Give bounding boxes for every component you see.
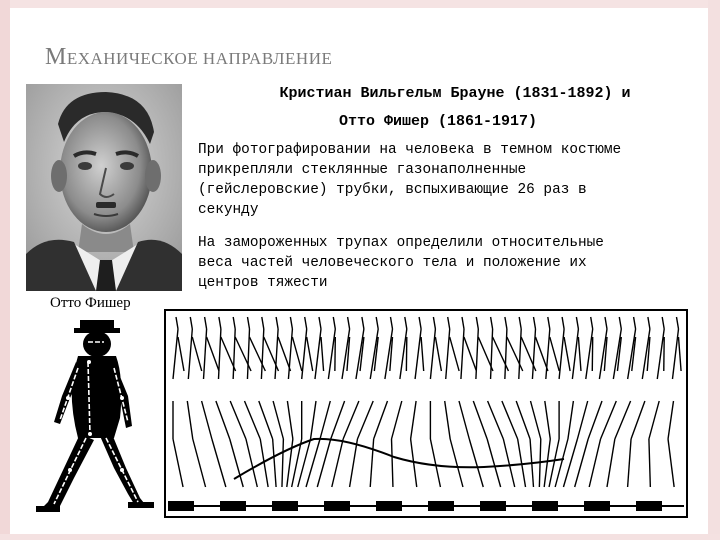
paragraph-line: При фотографировании на человека в темном костюме: [198, 142, 622, 158]
slide-title: [45, 44, 332, 71]
slide-frame-left: [0, 0, 10, 540]
paragraph-line: центров тяжести: [198, 275, 328, 291]
gait-chronophotograph: [164, 309, 688, 518]
heading-line-1: Кристиан Вильгельм Брауне (1831-1892) и: [279, 85, 631, 102]
portrait-caption: Отто Фишер: [50, 295, 131, 311]
slide-frame-bottom: [0, 534, 720, 540]
title-first-letter: М: [45, 44, 67, 70]
walking-man-silhouette: [28, 318, 162, 523]
slide-frame-right: [708, 0, 720, 540]
paragraph-line: (гейслеровские) трубки, вспыхивающие 26 раз в: [198, 182, 587, 198]
heading-line-2: Отто Фишер (1861-1917): [338, 113, 538, 130]
paragraph-line: секунду: [198, 202, 259, 218]
slide-frame-top: [0, 0, 720, 8]
title-rest: ЕХАНИЧЕСКОЕ НАПРАВЛЕНИЕ: [66, 49, 333, 68]
portrait-photo: [26, 84, 182, 291]
paragraph-line: На замороженных трупах определили относительные: [198, 235, 604, 251]
paragraph-line: веса частей человеческого тела и положение их: [198, 255, 587, 271]
paragraph-line: прикрепляли стеклянные газонаполненные: [198, 162, 527, 178]
paragraph-photography: [198, 140, 688, 220]
paragraph-cadavers: [198, 233, 688, 293]
